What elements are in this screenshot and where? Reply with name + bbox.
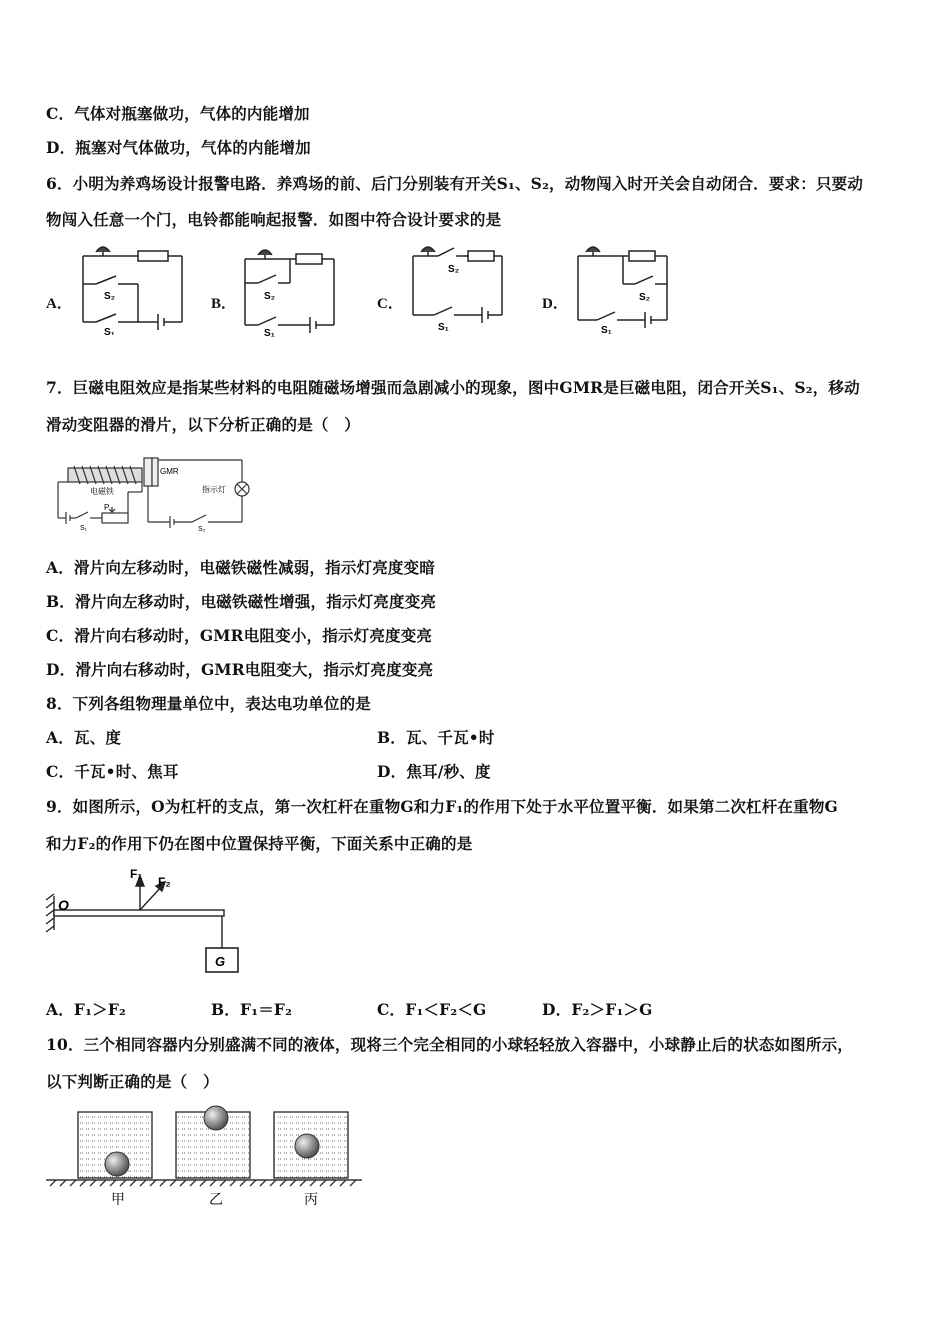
q7-option-d: D．滑片向右移动时，GMR电阻变大，指示灯亮度变亮 — [46, 660, 434, 679]
q6-label-c: C． — [377, 296, 403, 312]
q9-lever-figure — [44, 866, 249, 978]
q7-lamp-label: 指示灯 — [202, 485, 226, 494]
q6a-s1: S₁ — [104, 327, 115, 335]
q6-circuit-a — [78, 240, 188, 335]
q6b-s2: S₂ — [264, 291, 276, 302]
q7-p-label: P — [104, 503, 110, 512]
q7-option-b: B．滑片向左移动时，电磁铁磁性增强，指示灯亮度变亮 — [46, 592, 437, 611]
q6-circuit-b — [240, 243, 340, 338]
q7-stem-line1: 7．巨磁电阻效应是指某些材料的电阻随磁场增强而急剧减小的现象，图中GMR是巨磁电阻，闭合开关S₁、S₂，移动 — [46, 378, 860, 397]
q9-option-c: C．F₁＜F₂＜G — [377, 1000, 487, 1019]
q5-option-d: D．瓶塞对气体做功，气体的内能增加 — [46, 138, 311, 157]
q6b-s1: S₁ — [264, 328, 275, 338]
q8-stem: 8．下列各组物理量单位中，表达电功单位的是 — [46, 694, 371, 713]
q9-stem-line1: 9．如图所示，O为杠杆的支点，第一次杠杆在重物G和力F₁的作用下处于水平位置平衡．如果第二次杠杆在重物G — [46, 797, 838, 816]
q6c-s2: S₂ — [448, 264, 460, 275]
q8-option-b: B．瓦、千瓦•时 — [377, 728, 495, 747]
q7-s2-label: S₂ — [198, 526, 206, 532]
q6-label-b: B． — [211, 296, 237, 312]
q10-label-bing: 丙 — [304, 1191, 318, 1207]
q7-option-c: C．滑片向右移动时，GMR电阻变小，指示灯亮度变亮 — [46, 626, 433, 645]
q9-option-a: A．F₁＞F₂ — [46, 1000, 127, 1019]
q10-stem-line2: 以下判断正确的是（ ） — [46, 1072, 219, 1091]
q9-g-label: G — [215, 954, 226, 969]
q7-stem-line2: 滑动变阻器的滑片，以下分析正确的是（ ） — [46, 415, 361, 434]
q10-containers-figure — [44, 1102, 364, 1210]
q9-o-label: O — [58, 897, 69, 913]
q6-circuit-c — [408, 240, 508, 335]
q9-stem-line2: 和力F₂的作用下仍在图中位置保持平衡，下面关系中正确的是 — [46, 834, 473, 853]
q8-option-c: C．千瓦•时、焦耳 — [46, 762, 179, 781]
q8-option-a: A．瓦、度 — [46, 728, 122, 747]
q7-gmr-label: GMR — [160, 467, 179, 476]
q10-label-yi: 乙 — [209, 1191, 223, 1207]
q6d-s1: S₁ — [601, 325, 612, 335]
q5-option-c: C．气体对瓶塞做功，气体的内能增加 — [46, 104, 310, 123]
q9-option-b: B．F₁＝F₂ — [211, 1000, 293, 1019]
q10-label-jia: 甲 — [111, 1191, 125, 1207]
q9-f1-label: F₁ — [130, 867, 143, 881]
q10-stem-line1: 10．三个相同容器内分别盛满不同的液体，现将三个完全相同的小球轻轻放入容器中，小球静止后的状态如图所示， — [46, 1035, 853, 1054]
q6-label-a: A． — [46, 296, 72, 312]
q9-f2-label: F₂ — [158, 875, 171, 889]
q6a-s2: S₂ — [104, 291, 116, 302]
q6d-s2: S₂ — [639, 292, 651, 303]
q6-stem-line1: 6．小明为养鸡场设计报警电路．养鸡场的前、后门分别装有开关S₁、S₂，动物闯入时开关会自动闭合．要求：只要动 — [46, 174, 864, 193]
q6-stem-line2: 物闯入任意一个门，电铃都能响起报警．如图中符合设计要求的是 — [46, 210, 502, 229]
q7-electromagnet-label: 电磁铁 — [90, 487, 114, 496]
q6c-s1: S₁ — [438, 322, 449, 333]
q9-option-d: D．F₂＞F₁＞G — [542, 1000, 653, 1019]
q8-option-d: D．焦耳/秒、度 — [377, 762, 491, 781]
q6-label-d: D． — [542, 296, 568, 312]
q7-gmr-circuit — [52, 452, 254, 532]
q6-circuit-d — [573, 240, 673, 335]
q7-option-a: A．滑片向左移动时，电磁铁磁性减弱，指示灯亮度变暗 — [46, 558, 436, 577]
q7-s1-label: S₁ — [80, 525, 88, 532]
